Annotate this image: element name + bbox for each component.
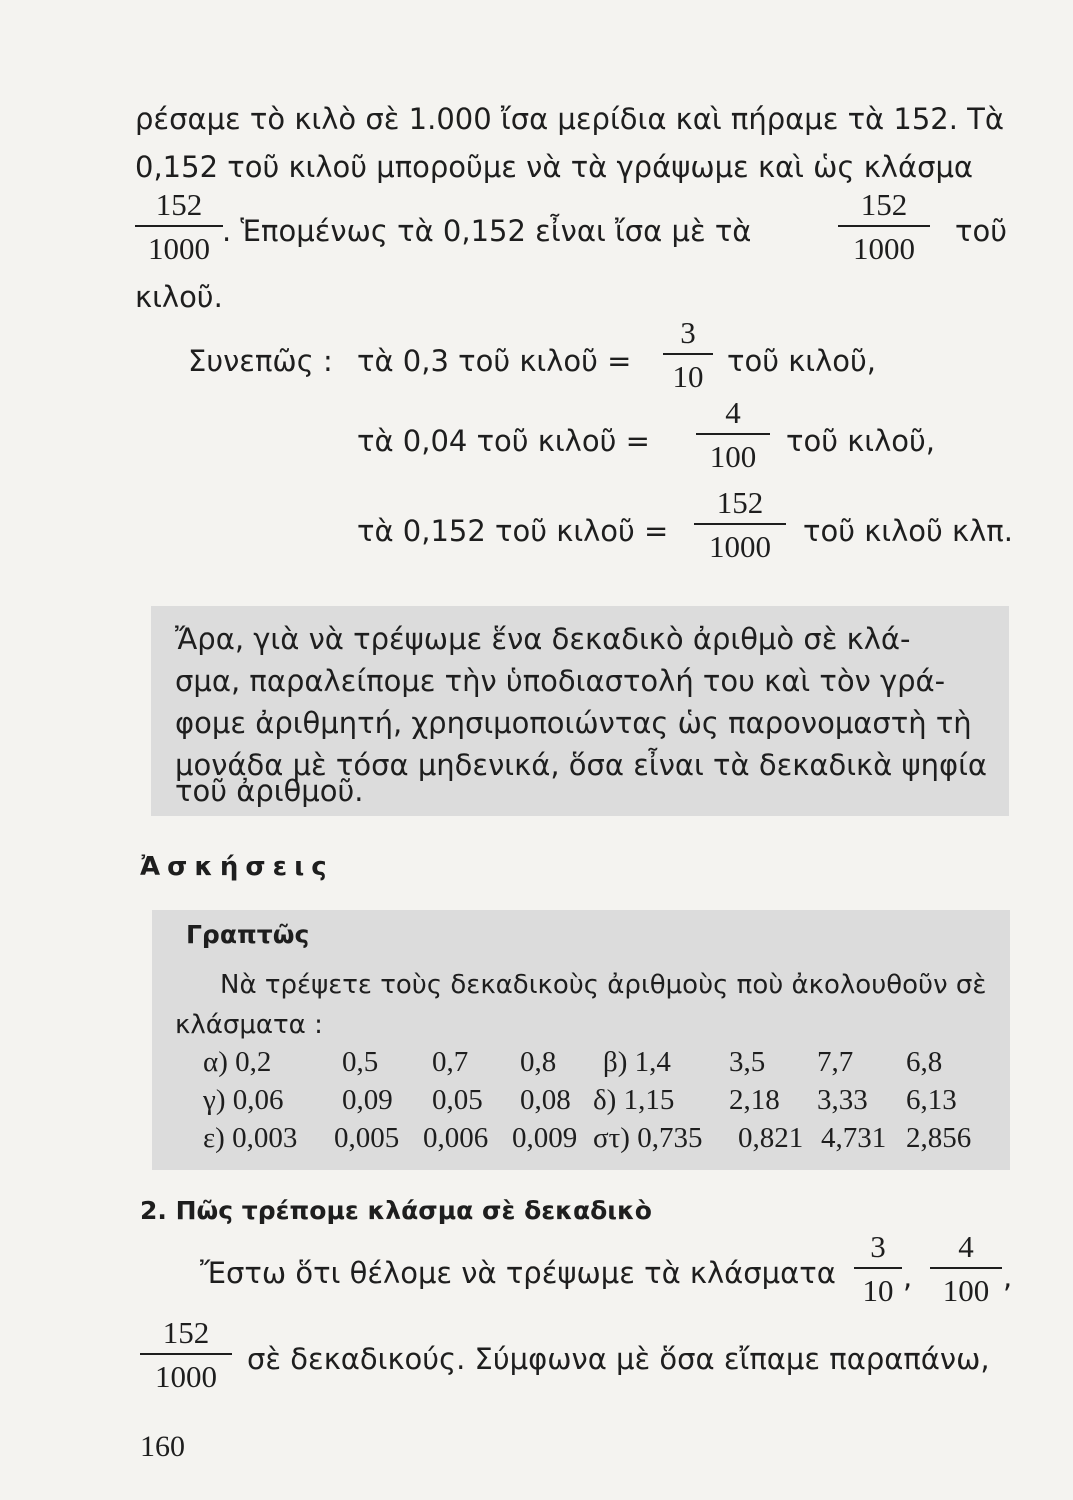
equations-label: Συνεπῶς : <box>188 344 333 378</box>
fraction-bar <box>696 433 770 435</box>
equation-3-right: τοῦ κιλοῦ κλπ. <box>803 514 1013 548</box>
fraction-4-100 <box>696 396 770 474</box>
section-2-line-2: σὲ δεκαδικούς. Σύμφωνα μὲ ὅσα εἴπαμε παραπάνω, <box>247 1342 990 1376</box>
fraction-152-1000-d <box>140 1316 232 1394</box>
exercise-item: δ) 1,15 <box>593 1084 675 1116</box>
fraction-denominator: 1000 <box>853 231 915 266</box>
comma: , <box>1003 1260 1013 1294</box>
fraction-3-10-b <box>854 1230 902 1308</box>
instruction-line-2: κλάσματα : <box>175 1010 323 1040</box>
exercise-item: 2,856 <box>906 1122 972 1154</box>
exercise-item: ε) 0,003 <box>203 1122 298 1154</box>
exercise-row <box>0 1082 1073 1118</box>
fraction-152-1000-c <box>694 486 786 564</box>
fraction-bar <box>694 523 786 525</box>
fraction-3-10 <box>663 316 713 394</box>
fraction-numerator: 4 <box>725 395 741 430</box>
exercise-item: 0,009 <box>512 1122 578 1154</box>
fraction-bar <box>140 1353 232 1355</box>
paragraph-line-1: ρέσαμε τὸ κιλὸ σὲ 1.000 ἴσα μερίδια καὶ πήραμε τὰ 152. Τὰ <box>135 102 1005 136</box>
exercise-item: 3,33 <box>817 1084 868 1116</box>
rule-line-4: μονάδα μὲ τόσα μηδενικά, ὅσα εἶναι τὰ δεκαδικὰ ψηφία <box>175 748 988 782</box>
rule-line-5: τοῦ ἀριθμοῦ. <box>175 774 364 808</box>
fraction-numerator: 152 <box>716 485 764 520</box>
fraction-denominator: 10 <box>862 1273 894 1308</box>
fraction-numerator: 152 <box>162 1315 210 1350</box>
exercise-item: 0,821 <box>738 1122 804 1154</box>
exercise-item: α) 0,2 <box>203 1046 272 1078</box>
fraction-152-1000-a <box>135 188 223 266</box>
exercise-row <box>0 1044 1073 1080</box>
fraction-numerator: 3 <box>870 1229 886 1264</box>
exercise-item: β) 1,4 <box>603 1046 671 1078</box>
fraction-bar <box>930 1267 1002 1269</box>
exercises-subheading: Γραπτῶς <box>186 920 310 949</box>
fraction-denominator: 100 <box>942 1273 990 1308</box>
exercise-item: 7,7 <box>817 1046 854 1078</box>
instruction-line-1: Νὰ τρέψετε τοὺς δεκαδικοὺς ἀριθμοὺς ποὺ ἀκολουθοῦν σὲ <box>220 970 987 1000</box>
page-number: 160 <box>140 1430 185 1463</box>
section-2-line-1: Ἔστω ὅτι θέλομε νὰ τρέψωμε τὰ κλάσματα <box>200 1256 836 1290</box>
exercises-heading: Ἀσκήσεις <box>140 852 334 882</box>
paragraph-line-3: . Ἑπομένως τὰ 0,152 εἶναι ἴσα μὲ τὰ <box>222 214 752 248</box>
rule-line-1: Ἄρα, γιὰ νὰ τρέψωμε ἕνα δεκαδικὸ ἀριθμὸ σὲ κλά- <box>175 622 911 656</box>
fraction-denominator: 1000 <box>148 231 210 266</box>
exercise-item: 0,5 <box>342 1046 379 1078</box>
exercise-item: 0,09 <box>342 1084 393 1116</box>
exercise-item: 6,13 <box>906 1084 957 1116</box>
exercise-item: 4,731 <box>821 1122 887 1154</box>
paragraph-line-2: 0,152 τοῦ κιλοῦ μποροῦμε νὰ τὰ γράψωμε καὶ ὡς κλάσμα <box>135 150 974 184</box>
exercise-item: στ) 0,735 <box>593 1122 703 1154</box>
fraction-denominator: 100 <box>709 439 757 474</box>
fraction-bar <box>663 353 713 355</box>
exercise-item: 0,8 <box>520 1046 557 1078</box>
exercise-item: 0,7 <box>432 1046 469 1078</box>
equation-1-left: τὰ 0,3 τοῦ κιλοῦ = <box>357 344 632 378</box>
paragraph-line-4: κιλοῦ. <box>135 280 223 314</box>
exercise-row <box>0 1120 1073 1156</box>
equation-2-left: τὰ 0,04 τοῦ κιλοῦ = <box>357 424 650 458</box>
fraction-denominator: 10 <box>672 359 704 394</box>
exercise-item: 3,5 <box>729 1046 766 1078</box>
comma: , <box>903 1260 913 1294</box>
equation-3-left: τὰ 0,152 τοῦ κιλοῦ = <box>357 514 669 548</box>
fraction-bar <box>135 225 223 227</box>
paragraph-line-3-end: τοῦ <box>955 214 1007 248</box>
equation-2-right: τοῦ κιλοῦ, <box>786 424 936 458</box>
equation-1-right: τοῦ κιλοῦ, <box>727 344 877 378</box>
fraction-numerator: 3 <box>680 315 696 350</box>
fraction-bar <box>838 225 930 227</box>
fraction-152-1000-b <box>838 188 930 266</box>
exercise-item: 0,05 <box>432 1084 483 1116</box>
fraction-denominator: 1000 <box>155 1359 217 1394</box>
fraction-4-100-b <box>930 1230 1002 1308</box>
rule-line-2: σμα, παραλείπομε τὴν ὑποδιαστολή του καὶ τὸν γρά- <box>175 664 946 698</box>
exercise-item: 0,006 <box>423 1122 489 1154</box>
exercise-item: 0,005 <box>334 1122 400 1154</box>
exercise-item: 2,18 <box>729 1084 780 1116</box>
rule-line-3: φομε ἀριθμητή, χρησιμοποιώντας ὡς παρονομαστὴ τὴ <box>175 706 972 740</box>
fraction-bar <box>854 1267 902 1269</box>
exercise-item: 6,8 <box>906 1046 943 1078</box>
fraction-numerator: 152 <box>155 187 203 222</box>
fraction-numerator: 152 <box>860 187 908 222</box>
section-2-title: 2. Πῶς τρέπομε κλάσμα σὲ δεκαδικὸ <box>140 1196 652 1225</box>
fraction-denominator: 1000 <box>709 529 771 564</box>
exercise-item: 0,08 <box>520 1084 571 1116</box>
exercise-item: γ) 0,06 <box>203 1084 284 1116</box>
fraction-numerator: 4 <box>958 1229 974 1264</box>
